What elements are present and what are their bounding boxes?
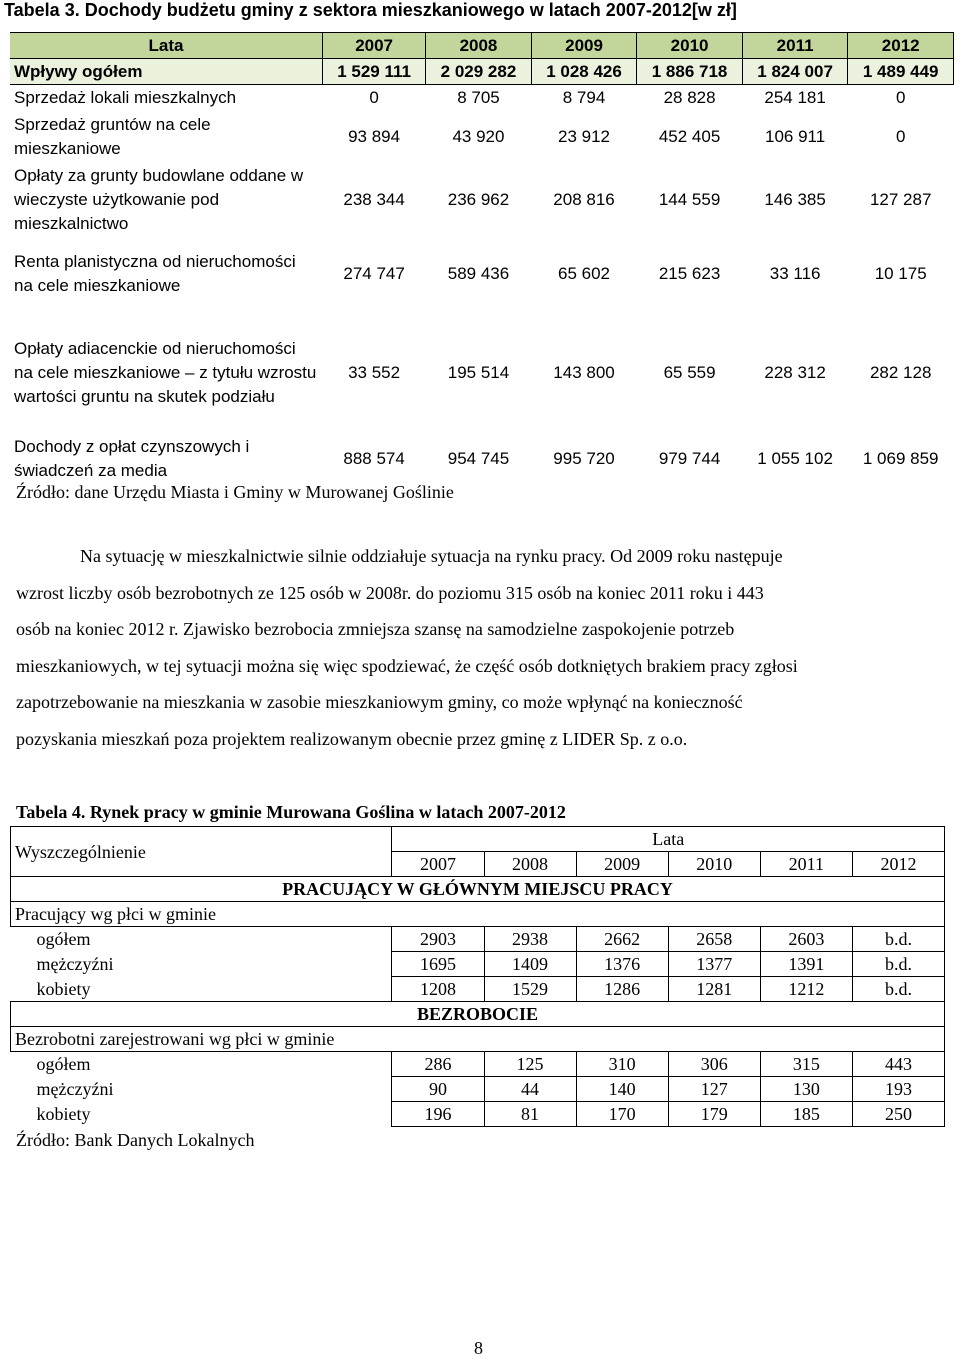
table4-cell: 170 xyxy=(576,1102,668,1127)
table4-cell: 90 xyxy=(392,1077,484,1102)
table-row xyxy=(11,1052,945,1077)
table3-cell: 1 529 111 xyxy=(323,59,426,85)
table3-cell: 195 514 xyxy=(447,362,510,382)
table4-source: Źródło: Bank Danych Lokalnych xyxy=(16,1130,255,1150)
table4-year: 2011 xyxy=(760,852,852,877)
table4-cell: 2903 xyxy=(392,927,484,952)
table3-cell: 143 800 xyxy=(553,362,615,382)
table-row xyxy=(11,977,945,1002)
table3-year: 2008 xyxy=(426,33,532,59)
table3-year: 2009 xyxy=(531,33,637,59)
table-row xyxy=(11,927,945,952)
table4-cell: 2658 xyxy=(668,927,760,952)
table4-caption-label: Tabela 4 xyxy=(16,802,81,822)
table4-cell: 1409 xyxy=(484,952,576,977)
table4-cell: 1376 xyxy=(576,952,668,977)
table4-cell: 306 xyxy=(668,1052,760,1077)
table3-cell: 1 069 859 xyxy=(862,448,939,468)
table4-cell: 1377 xyxy=(668,952,760,977)
table4-cell: 125 xyxy=(484,1052,576,1077)
table4-cell: 1281 xyxy=(668,977,760,1002)
table-row xyxy=(11,952,945,977)
table4-cell: 2938 xyxy=(484,927,576,952)
table4-cell: 1391 xyxy=(760,952,852,977)
table3-row-label: Renta planistyczna od nieruchomości na cele mieszkaniowe xyxy=(14,251,296,295)
table4-cell: 1529 xyxy=(484,977,576,1002)
table4-row-header: Wyszczególnienie xyxy=(11,827,392,877)
table3-cell: 8 705 xyxy=(457,87,500,107)
table4-year: 2010 xyxy=(668,852,760,877)
table4 xyxy=(10,826,945,1127)
table3-header-label: Lata xyxy=(10,33,323,59)
table4-cell: 1212 xyxy=(760,977,852,1002)
table3-cell: 127 287 xyxy=(869,189,932,209)
table4-section-row xyxy=(11,877,945,902)
table4-header-row xyxy=(11,827,945,852)
table3-cell: 238 344 xyxy=(343,189,405,209)
table3-cell: 452 405 xyxy=(658,126,721,146)
table4-cell: 185 xyxy=(760,1102,852,1127)
table4-cell: 81 xyxy=(484,1102,576,1127)
table3-cell: 979 744 xyxy=(658,448,721,468)
table-row xyxy=(11,1102,945,1127)
table3-cell: 23 912 xyxy=(558,126,611,146)
table4-cell: b.d. xyxy=(852,977,944,1002)
table3-year: 2007 xyxy=(323,33,426,59)
table4-section-title: BEZROBOCIE xyxy=(11,1002,945,1027)
table4-cell: 193 xyxy=(852,1077,944,1102)
table3 xyxy=(10,32,954,483)
table3-header-row xyxy=(10,33,954,59)
table3-cell: 228 312 xyxy=(764,362,826,382)
table3-cell: 954 745 xyxy=(447,448,510,468)
paragraph-line: pozyskania mieszkań poza projektem realizowanym obecnie przez gminę z LIDER Sp. z o.o. xyxy=(16,728,688,749)
table3-cell: 1 028 426 xyxy=(531,59,637,85)
table4-cell: 1286 xyxy=(576,977,668,1002)
table4-group-row xyxy=(11,1027,945,1052)
table4-group-label: Bezrobotni zarejestrowani wg płci w gminie xyxy=(11,1027,945,1052)
page-number: 8 xyxy=(474,1338,483,1358)
table4-cell: 196 xyxy=(392,1102,484,1127)
table3-cell: 2 029 282 xyxy=(426,59,532,85)
table3-row xyxy=(10,59,954,85)
table3-row xyxy=(10,311,954,435)
table4-year: 2007 xyxy=(392,852,484,877)
table4-cell: 286 xyxy=(392,1052,484,1077)
table3-cell: 93 894 xyxy=(348,126,401,146)
table3-cell: 208 816 xyxy=(553,189,615,209)
table4-cell: 179 xyxy=(668,1102,760,1127)
table4-group-label: Pracujący wg płci w gminie xyxy=(11,902,945,927)
table3-row-label: Opłaty za grunty budowlane oddane w wieczyste użytkowanie pod mieszkalnictwo xyxy=(14,165,304,233)
table3-cell: 589 436 xyxy=(447,263,510,283)
table3-cell: 10 175 xyxy=(874,263,927,283)
table3-year: 2012 xyxy=(848,33,954,59)
table3-row-label: Wpływy ogółem xyxy=(10,59,323,85)
table4-group-row xyxy=(11,902,945,927)
table4-year: 2008 xyxy=(484,852,576,877)
table4-cell: 127 xyxy=(668,1077,760,1102)
table3-cell: 144 559 xyxy=(658,189,721,209)
table4-row-label: ogółem xyxy=(11,927,392,952)
table4-row-label: kobiety xyxy=(11,1102,392,1127)
table4-caption-text: . Rynek pracy w gminie Murowana Goślina w latach 2007-2012 xyxy=(80,802,566,822)
table3-cell: 8 794 xyxy=(562,87,606,107)
table3-cell: 43 920 xyxy=(452,126,505,146)
table3-row xyxy=(10,237,954,311)
table4-cell: 250 xyxy=(852,1102,944,1127)
table4-cell: 140 xyxy=(576,1077,668,1102)
table3-row-label: Opłaty adiacenckie od nieruchomości na cele mieszkaniowe – z tytułu wzrostu wartości gruntu na skutek podziału xyxy=(14,338,317,406)
table4-cell: 1695 xyxy=(392,952,484,977)
table3-cell: 33 116 xyxy=(769,263,821,283)
table3-row-label: Sprzedaż gruntów na cele mieszkaniowe xyxy=(14,114,211,158)
table4-cell: 1208 xyxy=(392,977,484,1002)
table4-cell: 2662 xyxy=(576,927,668,952)
table3-cell: 888 574 xyxy=(343,448,405,468)
table3-row-label: Sprzedaż lokali mieszkalnych xyxy=(14,87,237,107)
table3-cell: 1 824 007 xyxy=(742,59,848,85)
table3-cell: 65 602 xyxy=(558,263,611,283)
table4-year: 2012 xyxy=(852,852,944,877)
paragraph-line: Na sytuację w mieszkalnictwie silnie oddziałuje sytuacja na rynku pracy. Od 2009 roku następuje xyxy=(80,546,783,566)
table3-cell: 215 623 xyxy=(658,263,721,283)
table3-cell: 106 911 xyxy=(765,126,826,146)
table4-row-label: ogółem xyxy=(11,1052,392,1077)
table3-cell: 1 489 449 xyxy=(848,59,954,85)
table4-years-label: Lata xyxy=(392,827,945,852)
table4-row-label: mężczyźni xyxy=(11,1077,392,1102)
paragraph-line: mieszkaniowych, w tej sytuacji można się więc spodziewać, że część osób dotkniętych brakiem pracy zgłosi xyxy=(16,655,798,676)
table4-cell: 443 xyxy=(852,1052,944,1077)
table4-cell: 315 xyxy=(760,1052,852,1077)
table3-row xyxy=(10,111,954,163)
table4-cell: b.d. xyxy=(852,927,944,952)
table4-section-title: PRACUJĄCY W GŁÓWNYM MIEJSCU PRACY xyxy=(11,877,945,902)
table4-caption xyxy=(16,802,566,823)
table4-cell: b.d. xyxy=(852,952,944,977)
table3-cell: 1 886 718 xyxy=(637,59,743,85)
table-row xyxy=(11,1077,945,1102)
table4-cell: 44 xyxy=(484,1077,576,1102)
table3-cell: 28 828 xyxy=(663,87,716,107)
table3-row xyxy=(10,85,954,111)
table3-cell: 65 559 xyxy=(663,362,716,382)
table3-row xyxy=(10,163,954,237)
paragraph-line: wzrost liczby osób bezrobotnych ze 125 osób w 2008r. do poziomu 315 osób na koniec 2011 roku i 443 xyxy=(16,582,764,603)
table3-cell: 0 xyxy=(895,87,906,107)
table3-cell: 282 128 xyxy=(869,362,932,382)
table4-cell: 310 xyxy=(576,1052,668,1077)
table4-year: 2009 xyxy=(576,852,668,877)
table3-cell: 0 xyxy=(895,126,906,146)
table4-row-label: mężczyźni xyxy=(11,952,392,977)
paragraph-line: zapotrzebowanie na mieszkania w zasobie mieszkaniowym gminy, co może wpłynąć na konieczność xyxy=(16,692,743,712)
table3-year: 2011 xyxy=(742,33,848,59)
paragraph-line: osób na koniec 2012 r. Zjawisko bezrobocia zmniejsza szansę na samodzielne zaspokojenie potrzeb xyxy=(16,619,735,639)
body-paragraph xyxy=(16,538,944,757)
table3-cell: 254 181 xyxy=(764,87,826,107)
table3-source: Źródło: dane Urzędu Miasta i Gminy w Murowanej Goślinie xyxy=(16,482,454,502)
table4-cell: 2603 xyxy=(760,927,852,952)
table3-cell: 146 385 xyxy=(764,189,826,209)
table3-cell: 274 747 xyxy=(343,263,405,283)
table3-cell: 236 962 xyxy=(447,189,510,209)
table3-row xyxy=(10,435,954,483)
table3-year: 2010 xyxy=(637,33,743,59)
table4-cell: 130 xyxy=(760,1077,852,1102)
table3-row-label: Dochody z opłat czynszowych i świadczeń za media xyxy=(14,436,250,480)
table3-cell: 1 055 102 xyxy=(757,448,833,468)
table3-cell: 33 552 xyxy=(348,362,401,382)
table3-caption: Tabela 3. Dochody budżetu gminy z sektora mieszkaniowego w latach 2007-2012[w zł] xyxy=(4,0,737,20)
table3-cell: 0 xyxy=(369,87,379,107)
table3-cell: 995 720 xyxy=(553,448,615,468)
table4-section-row xyxy=(11,1002,945,1027)
table4-row-label: kobiety xyxy=(11,977,392,1002)
